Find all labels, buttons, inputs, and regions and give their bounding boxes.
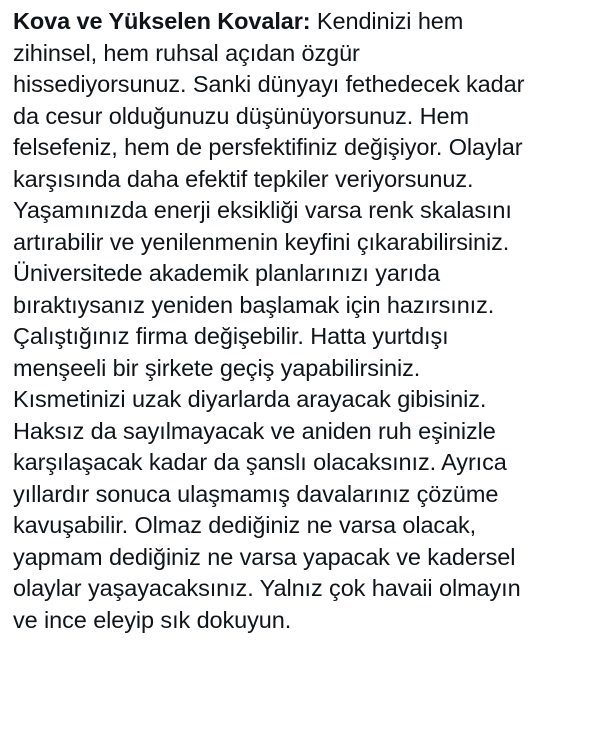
post-text	[13, 6, 593, 636]
post-line-text: Kendinizi hem	[310, 8, 464, 34]
post-heading: Kova ve Yükselen Kovalar:	[13, 8, 311, 34]
post-line: kavuşabilir. Olmaz dediğiniz ne varsa olacak,	[13, 512, 477, 538]
post-line: yapmam dediğiniz ne varsa yapacak ve kadersel	[13, 543, 516, 570]
post-line: menşeeli bir şirkete geçiş yapabilirsiniz.	[13, 354, 421, 381]
post-line: olaylar yaşayacaksınız. Yalnız çok havaii olmayın	[13, 575, 521, 601]
post-line: karşısında daha efektif tepkiler veriyorsunuz.	[13, 165, 474, 192]
post-line	[13, 6, 593, 38]
post-line: bıraktıysanız yeniden başlamak için hazırsınız.	[13, 291, 495, 318]
post-line: Haksız da sayılmayacak ve aniden ruh eşinizle	[13, 417, 496, 444]
post-line: artırabilir ve yenilenmenin keyfini çıkarabilirsiniz.	[13, 228, 510, 255]
post-line: karşılaşacak kadar da şanslı olacaksınız. Ayrıca	[13, 449, 507, 475]
post-line: zihinsel, hem ruhsal açıdan özgür	[13, 39, 360, 66]
post-line: Yaşamınızda enerji eksikliği varsa renk skalasını	[13, 197, 512, 223]
post-line: yıllardır sonuca ulaşmamış davalarınız çözüme	[13, 480, 499, 507]
post-line: hissediyorsunuz. Sanki dünyayı fethedecek kadar	[13, 71, 525, 97]
post-line: Çalıştığınız firma değişebilir. Hatta yurtdışı	[13, 323, 449, 349]
post-line: Üniversitede akademik planlarınızı yarıda	[13, 260, 440, 286]
post-line: Kısmetinizi uzak diyarlarda arayacak gibisiniz.	[13, 386, 487, 412]
post-line: ve ince eleyip sık dokuyun.	[13, 606, 292, 633]
post-line: felsefeniz, hem de persfektifiniz değişiyor. Olaylar	[13, 134, 523, 160]
post-line: da cesur olduğunuzu düşünüyorsunuz. Hem	[13, 102, 469, 129]
